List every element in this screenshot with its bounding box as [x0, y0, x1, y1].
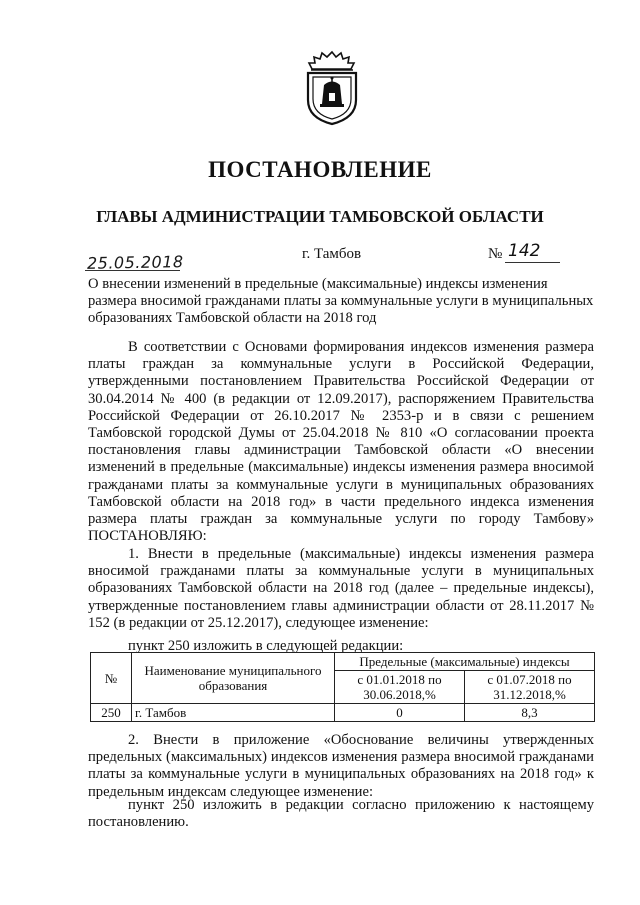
header-no: №	[91, 653, 132, 704]
document-date: 25.05.2018	[86, 252, 184, 273]
cell-period-1: 0	[335, 704, 465, 722]
cell-name: г. Тамбов	[132, 704, 335, 722]
header-name: Наименование муниципального образования	[132, 653, 335, 704]
item-2-paragraph: 2. Внести в приложение «Обоснование величины утвержденных предельных (максимальных) индексов изменения размера вносимой гражданами платы за коммунальные услуги в муниципальных образованиях на 2018 год» к предельным индексам следующее изменение:	[88, 732, 594, 800]
indices-table	[90, 652, 595, 722]
document-city: г. Тамбов	[302, 246, 362, 262]
punkt-250-line: пункт 250 изложить в следующей редакции:	[128, 638, 404, 654]
tambov-region-coat-of-arms-icon	[300, 48, 364, 126]
number-label: №	[488, 246, 503, 262]
closing-paragraph: пункт 250 изложить в редакции согласно приложению к настоящему постановлению.	[88, 797, 594, 831]
header-period-1: с 01.01.2018 по 30.06.2018,%	[335, 671, 465, 704]
cell-period-2: 8,3	[465, 704, 595, 722]
preamble-paragraph: В соответствии с Основами формирования индексов изменения размера платы граждан за коммунальные услуги в Российской Федерации, утвержденными постановлением Правительства Российской Федерации от 30.04.2014 № 400 (в редакции от 12.09.2017), распоряжением Правительства Российской Федерации от 26.10.2017 № 2353-р и в связи с решением Тамбовской городской Думы от 25.04.2018 № 810 «О согласовании проекта постановления главы администрации Тамбовской области «О внесении изменений в предельные (максимальные) индексы изменения размера вносимой гражданами платы за коммунальные услуги в муниципальных образованиях Тамбовской области на 2018 год» в части предельного индекса изменения размера платы граждан за коммунальные услуги по городу Тамбову» ПОСТАНОВЛЯЮ:	[88, 339, 594, 545]
header-period-2: с 01.07.2018 по 31.12.2018,%	[465, 671, 595, 704]
document-subject: О внесении изменений в предельные (максимальные) индексы изменения размера вносимой гражданами платы за коммунальные услуги в муниципальных образованиях Тамбовской области на 2018 год	[88, 276, 594, 327]
document-number: 142	[508, 241, 541, 261]
document-issuer: ГЛАВЫ АДМИНИСТРАЦИИ ТАМБОВСКОЙ ОБЛАСТИ	[96, 207, 544, 226]
number-underline	[505, 262, 560, 263]
header-indices: Предельные (максимальные) индексы	[335, 653, 595, 671]
cell-no: 250	[91, 704, 132, 722]
document-title: ПОСТАНОВЛЕНИЕ	[208, 157, 432, 182]
table-row	[91, 704, 595, 722]
table-header-row	[91, 653, 595, 671]
item-1-paragraph: 1. Внести в предельные (максимальные) индексы изменения размера вносимой гражданами платы за коммунальные услуги в муниципальных образованиях Тамбовской области на 2018 год (далее – предельные индексы), утвержденные постановлением главы администрации области от 28.11.2017 № 152 (в редакции от 25.12.2017), следующее изменение:	[88, 546, 594, 631]
date-underline	[85, 270, 180, 271]
